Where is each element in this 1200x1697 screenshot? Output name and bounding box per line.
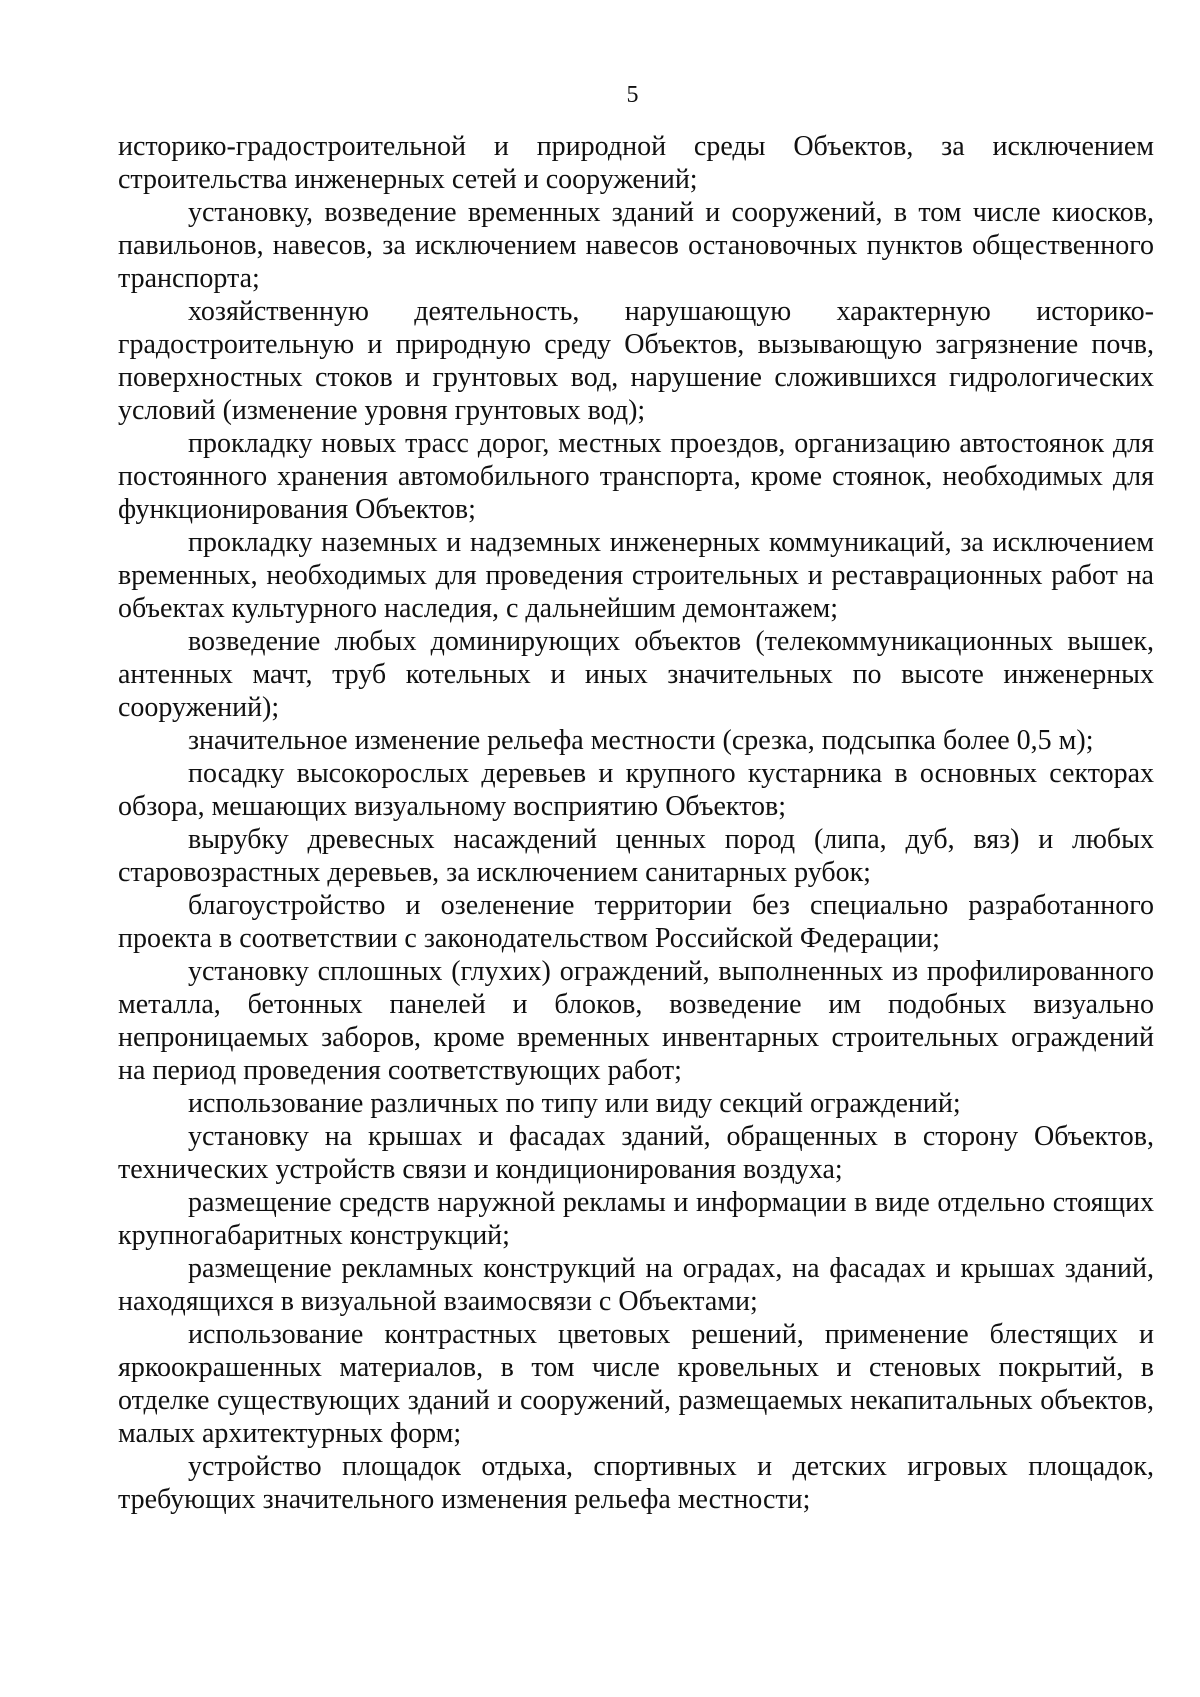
paragraph: вырубку древесных насаждений ценных пород (липа, дуб, вяз) и любых старовозрастных деревьев, за исключением санитарных рубок; [118, 824, 1154, 888]
paragraph: прокладку наземных и надземных инженерных коммуникаций, за исключением временных, необходимых для проведения строительных и реставрационных работ на объектах культурного наследия, с дальнейшим демонтажем; [118, 527, 1154, 624]
paragraph: благоустройство и озеленение территории без специально разработанного проекта в соответствии с законодательством Российской Федерации; [118, 890, 1154, 954]
paragraph: установку сплошных (глухих) ограждений, выполненных из профилированного металла, бетонных панелей и блоков, возведение им подобных визуально непроницаемых заборов, кроме временных инвентарных строительных ограждений на период проведения соответствующих работ; [118, 956, 1154, 1086]
paragraph: возведение любых доминирующих объектов (телекоммуникационных вышек, антенных мачт, труб котельных и иных значительных по высоте инженерных сооружений); [118, 626, 1154, 723]
paragraph: значительное изменение рельефа местности (срезка, подсыпка более 0,5 м); [188, 725, 1094, 756]
paragraph: историко-градостроительной и природной среды Объектов, за исключением строительства инженерных сетей и сооружений; [118, 131, 1154, 195]
paragraph: размещение средств наружной рекламы и информации в виде отдельно стоящих крупногабаритных конструкций; [118, 1187, 1154, 1251]
paragraph: хозяйственную деятельность, нарушающую характерную историко-градостроительную и природную среду Объектов, вызывающую загрязнение почв, поверхностных стоков и грунтовых вод, нарушение сложившихся гидрологических условий (изменение уровня грунтовых вод); [118, 296, 1154, 426]
paragraph: использование различных по типу или виду секций ограждений; [188, 1088, 961, 1119]
document-body [118, 130, 1154, 1516]
paragraph: установку на крышах и фасадах зданий, обращенных в сторону Объектов, технических устройств связи и кондиционирования воздуха; [118, 1121, 1154, 1185]
page-number: 5 [626, 82, 639, 108]
paragraph: посадку высокорослых деревьев и крупного кустарника в основных секторах обзора, мешающих визуальному восприятию Объектов; [118, 758, 1154, 822]
paragraph: размещение рекламных конструкций на оградах, на фасадах и крышах зданий, находящихся в визуальной взаимосвязи с Объектами; [118, 1253, 1154, 1317]
paragraph: прокладку новых трасс дорог, местных проездов, организацию автостоянок для постоянного хранения автомобильного транспорта, кроме стоянок, необходимых для функционирования Объектов; [118, 428, 1154, 525]
paragraph: использование контрастных цветовых решений, применение блестящих и яркоокрашенных материалов, в том числе кровельных и стеновых покрытий, в отделке существующих зданий и сооружений, размещаемых некапитальных объектов, малых архитектурных форм; [118, 1319, 1154, 1449]
paragraph: установку, возведение временных зданий и сооружений, в том числе киосков, павильонов, навесов, за исключением навесов остановочных пунктов общественного транспорта; [118, 197, 1154, 294]
paragraph: устройство площадок отдыха, спортивных и детских игровых площадок, требующих значительного изменения рельефа местности; [118, 1451, 1154, 1515]
